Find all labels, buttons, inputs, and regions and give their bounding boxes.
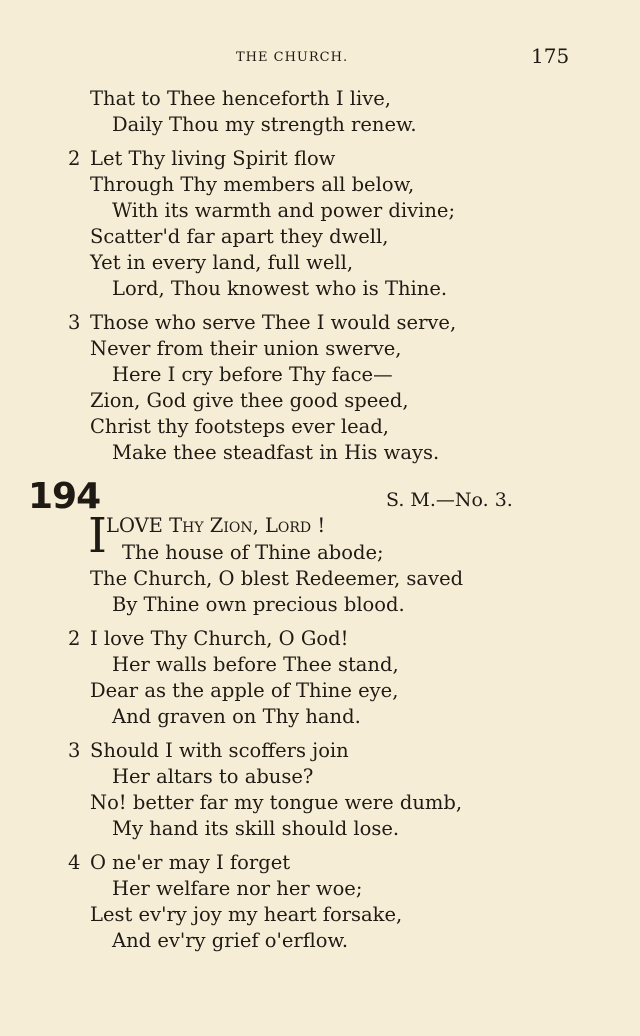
- verse-line: That to Thee henceforth I live,: [90, 87, 391, 110]
- verse-line: Should I with scoffers join: [90, 739, 349, 762]
- stanza-number: 4: [68, 851, 81, 874]
- page-header: [0, 44, 640, 74]
- verse-line: Zion, God give thee good speed,: [90, 389, 409, 412]
- hymn-meter: S. M.—No. 3.: [386, 489, 513, 511]
- verse-line: O ne'er may I forget: [90, 851, 291, 874]
- verse-line: Daily Thou my strength renew.: [112, 113, 417, 136]
- stanza-number: 2: [68, 627, 81, 650]
- verse-line: Through Thy members all below,: [90, 173, 415, 196]
- verse-line: Those who serve Thee I would serve,: [90, 311, 457, 334]
- verse-line: My hand its skill should lose.: [112, 817, 400, 840]
- verse-line: Lord, Thou knowest who is Thine.: [112, 277, 448, 300]
- verse-line: Her walls before Thee stand,: [112, 653, 399, 676]
- verse-line: I love Thy Church, O God!: [90, 627, 349, 650]
- page-number: 175: [531, 44, 570, 68]
- verse-line: Her welfare nor her woe;: [112, 877, 363, 900]
- verse-line: Never from their union swerve,: [90, 337, 402, 360]
- verse-line: Christ thy footsteps ever lead,: [90, 415, 389, 438]
- verse-line: Let Thy living Spirit flow: [90, 147, 336, 170]
- verse-line: Yet in every land, full well,: [90, 251, 354, 274]
- stanza-number: 2: [68, 147, 81, 170]
- verse-line: Scatter'd far apart they dwell,: [90, 225, 389, 248]
- stanza-number: 3: [68, 311, 81, 334]
- verse-line: And ev'ry grief o'erflow.: [112, 929, 349, 952]
- verse-line: Her altars to abuse?: [112, 765, 314, 788]
- verse-line: The Church, O blest Redeemer, saved: [90, 567, 464, 590]
- verse-line: With its warmth and power divine;: [112, 199, 456, 222]
- hymn-number: 194: [28, 476, 101, 517]
- verse-line-first: LOVE Thy Zion, Lord !: [106, 514, 326, 537]
- stanza-number: 3: [68, 739, 81, 762]
- verse-line: The house of Thine abode;: [122, 541, 384, 564]
- verse-line: And graven on Thy hand.: [112, 705, 361, 728]
- verse-line: By Thine own precious blood.: [112, 593, 405, 616]
- running-title: THE CHURCH.: [236, 50, 349, 65]
- verse-line: Make thee steadfast in His ways.: [112, 441, 440, 464]
- verse-line: Dear as the apple of Thine eye,: [90, 679, 399, 702]
- verse-line: No! better far my tongue were dumb,: [90, 791, 463, 814]
- verse-line: Lest ev'ry joy my heart forsake,: [90, 903, 403, 926]
- verse-line: Here I cry before Thy face—: [112, 363, 393, 386]
- drop-capital: I: [88, 508, 107, 564]
